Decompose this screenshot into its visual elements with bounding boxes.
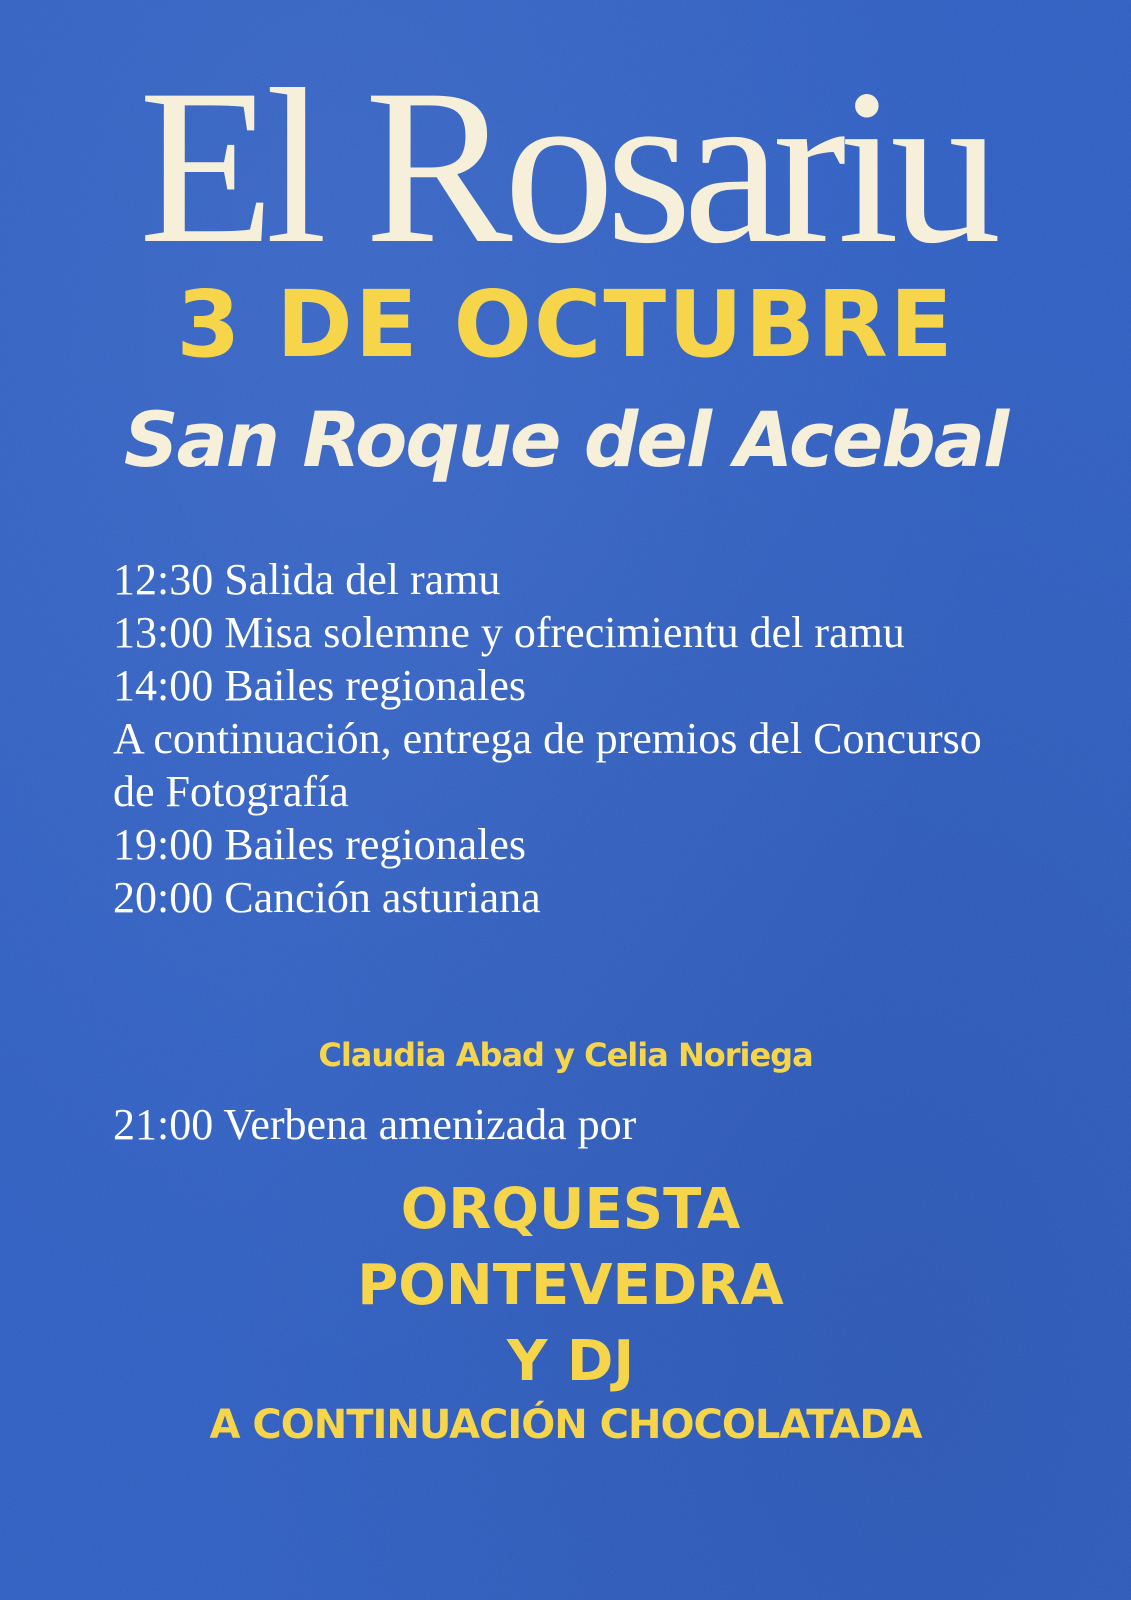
band-line: ORQUESTA <box>400 1177 741 1242</box>
band-line: Y DJ <box>506 1329 635 1394</box>
event-location: San Roque del Acebal <box>123 395 1008 484</box>
schedule-item: 19:00 Bailes regionales <box>113 820 527 869</box>
schedule-item: A continuación, entrega de premios del Concurso de Fotografía <box>113 714 982 816</box>
schedule-list <box>113 553 993 924</box>
schedule-item: 14:00 Bailes regionales <box>113 661 527 710</box>
verbena-line: 21:00 Verbena amenizada por <box>113 1100 637 1149</box>
schedule-item: 20:00 Canción asturiana <box>113 873 541 922</box>
singers-names: Claudia Abad y Celia Noriega <box>318 1036 813 1074</box>
schedule-item: 12:30 Salida del ramu <box>113 555 501 604</box>
event-date: 3 DE OCTUBRE <box>176 271 955 378</box>
band-line: PONTEVEDRA <box>357 1253 784 1318</box>
poster-title: El Rosariu <box>138 44 993 290</box>
schedule-item: 13:00 Misa solemne y ofrecimientu del ramu <box>113 608 905 657</box>
closing-announcement: A CONTINUACIÓN CHOCOLATADA <box>209 1402 922 1448</box>
band-name <box>0 1172 1131 1400</box>
